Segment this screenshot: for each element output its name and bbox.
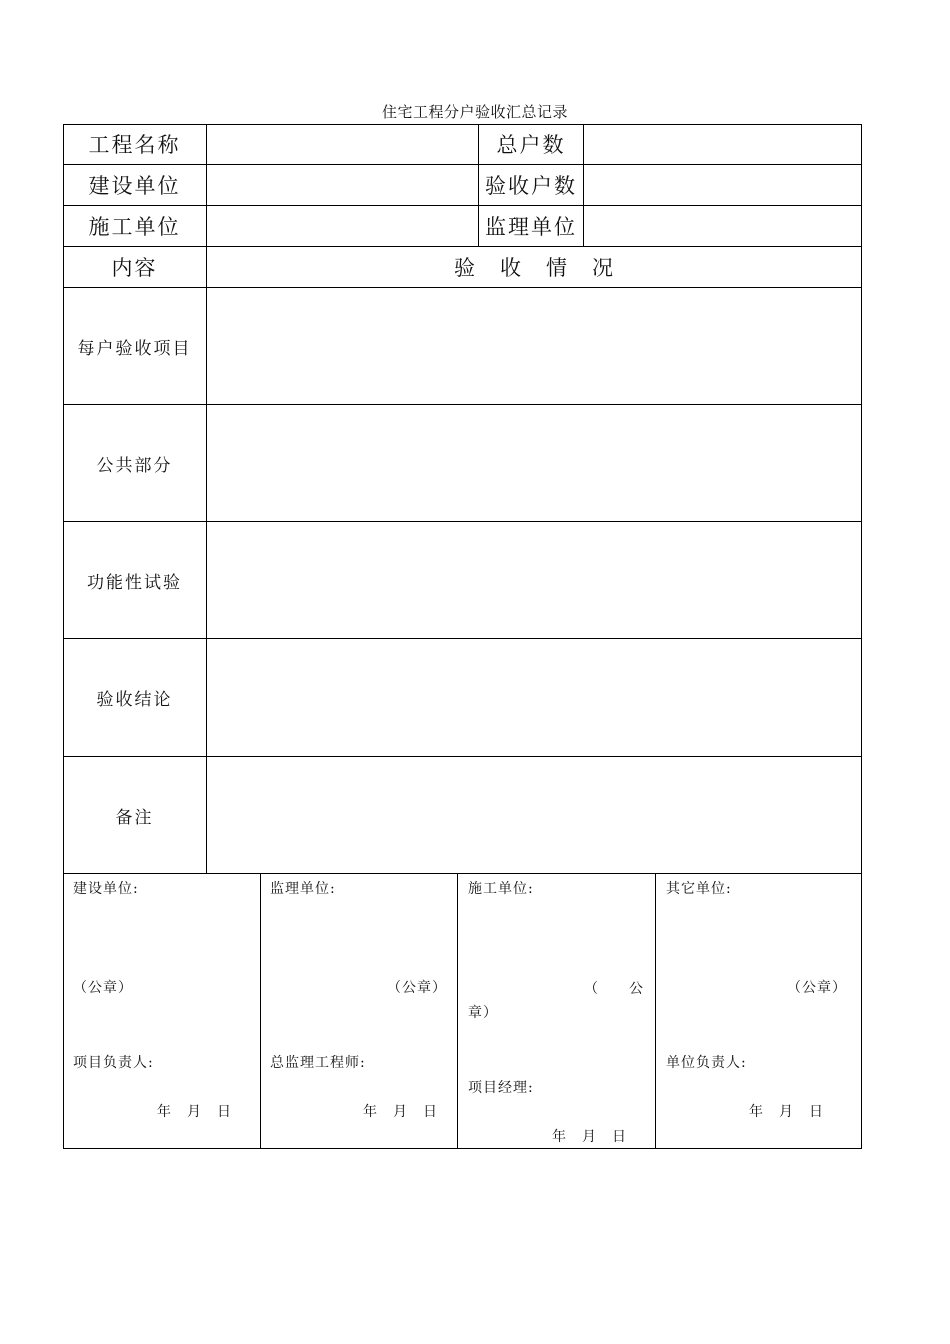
accepted-households-field[interactable] xyxy=(584,165,862,205)
total-households-field[interactable] xyxy=(584,124,862,164)
section-field-functional-tests[interactable] xyxy=(207,522,862,638)
section-field-remarks[interactable] xyxy=(207,757,862,873)
sig-contractor-person: 项目经理: xyxy=(468,1080,534,1096)
accepted-households-label: 验收户数 xyxy=(485,174,577,198)
sig-developer-date: 年 月 日 xyxy=(157,1104,232,1120)
section-label-public-areas: 公共部分 xyxy=(96,455,173,476)
contractor-field[interactable] xyxy=(207,206,478,246)
section-field-public-areas[interactable] xyxy=(207,405,862,521)
sig-developer-unit: 建设单位: xyxy=(73,881,139,897)
row-divider xyxy=(63,873,862,874)
sig-other-person: 单位负责人: xyxy=(666,1055,747,1071)
content-column-header: 内容 xyxy=(111,256,158,280)
project-name-field[interactable] xyxy=(207,124,478,164)
section-label-functional-tests: 功能性试验 xyxy=(87,572,182,593)
supervisor-label: 监理单位 xyxy=(485,215,577,239)
supervisor-field[interactable] xyxy=(584,206,862,246)
section-field-conclusion[interactable] xyxy=(207,639,862,756)
total-households-label: 总户数 xyxy=(496,133,566,157)
column-divider xyxy=(655,873,656,1149)
sig-other-date: 年 月 日 xyxy=(749,1104,824,1120)
sig-contractor-date: 年 月 日 xyxy=(552,1129,627,1145)
acceptance-status-header: 验 收 情 况 xyxy=(454,256,615,280)
summary-form xyxy=(63,124,862,1149)
contractor-label: 施工单位 xyxy=(88,215,181,239)
section-label-household-items: 每户验收项目 xyxy=(77,338,192,359)
project-name-label: 工程名称 xyxy=(88,133,181,157)
section-label-conclusion: 验收结论 xyxy=(96,690,173,710)
developer-field[interactable] xyxy=(207,165,478,205)
document-title: 住宅工程分户验收汇总记录 xyxy=(381,103,568,121)
sig-contractor-seal: （ 公 xyxy=(584,981,644,997)
sig-developer-seal: （公章） xyxy=(73,980,133,996)
sig-supervisor-seal: （公章） xyxy=(387,980,447,996)
sig-supervisor-person: 总监理工程师: xyxy=(270,1055,366,1071)
sig-developer-person: 项目负责人: xyxy=(73,1055,154,1071)
sig-other-seal: （公章） xyxy=(787,980,847,996)
sig-other-unit: 其它单位: xyxy=(666,881,732,897)
developer-label: 建设单位 xyxy=(88,174,181,198)
sig-supervisor-date: 年 月 日 xyxy=(363,1104,438,1120)
section-label-remarks: 备注 xyxy=(115,807,154,828)
column-divider xyxy=(457,873,458,1149)
sig-supervisor-unit: 监理单位: xyxy=(270,881,336,897)
column-divider xyxy=(260,873,261,1149)
sig-contractor-seal-cont: 章） xyxy=(468,1005,498,1021)
sig-contractor-unit: 施工单位: xyxy=(468,881,534,897)
section-field-household-items[interactable] xyxy=(207,288,862,404)
